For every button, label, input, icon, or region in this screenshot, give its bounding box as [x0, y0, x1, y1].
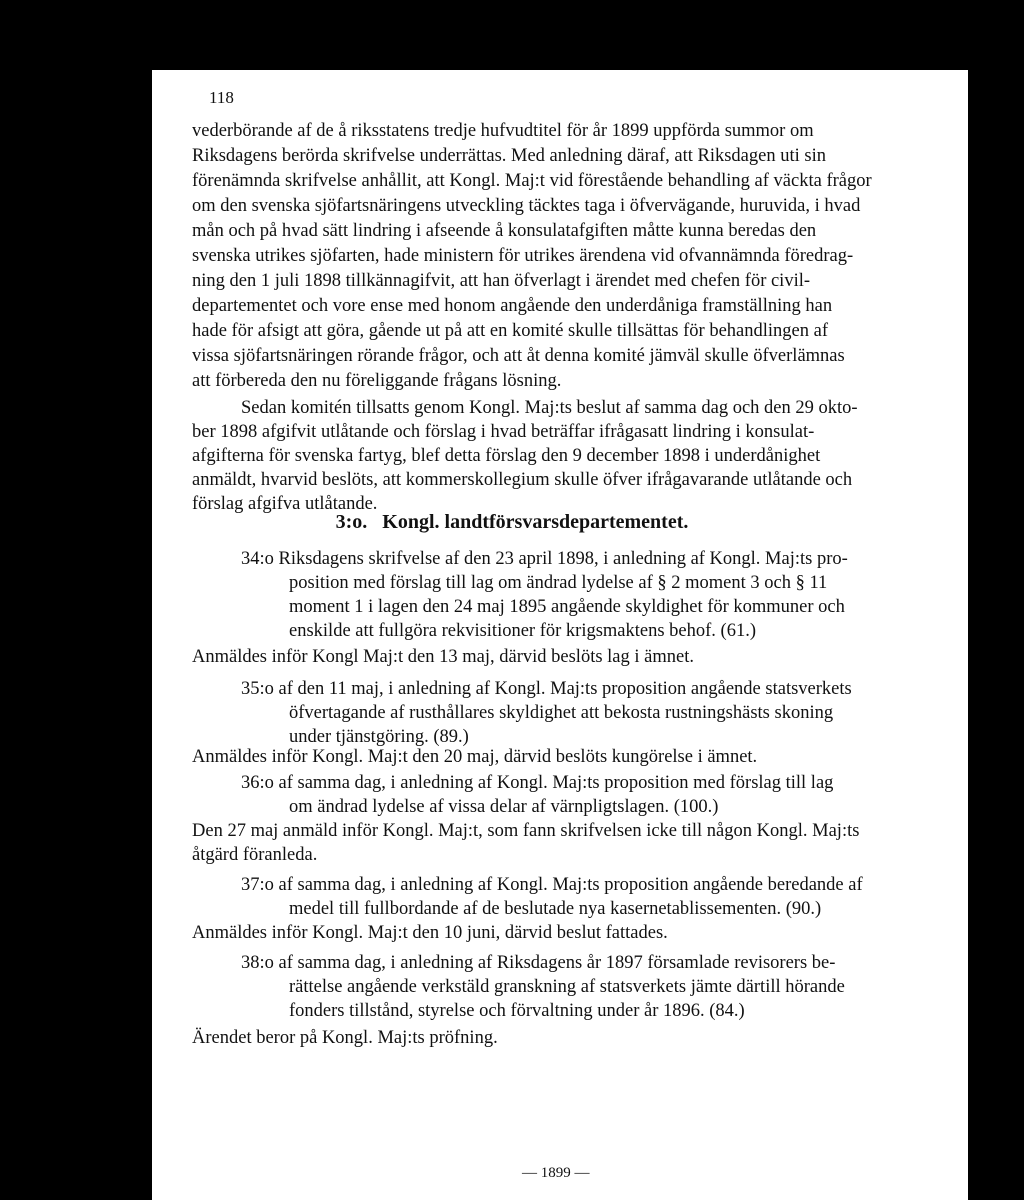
- entry-note: Anmäldes inför Kongl. Maj:t den 20 maj, därvid beslöts kungörelse i ämnet.: [192, 747, 758, 767]
- entry-note: Den 27 maj anmäld inför Kongl. Maj:t, som fann skrifvelsen icke till någon Kongl. Maj:ts: [192, 821, 860, 841]
- entry-line: 37:o af samma dag, i anledning af Kongl. Maj:ts proposition angående beredande af: [241, 875, 863, 895]
- entry-line: öfvertagande af rusthållares skyldighet att bekosta rustningshästs skoning: [289, 703, 834, 723]
- entry-note: Ärendet beror på Kongl. Maj:ts pröfning.: [192, 1028, 498, 1048]
- second-paragraph-line: ber 1898 afgifvit utlåtande och förslag i hvad beträffar ifrågasatt lindring i konsulat-: [192, 422, 815, 442]
- intro-line: förenämnda skrifvelse anhållit, att Kongl. Maj:t vid förestående behandling af väckta frågor: [192, 171, 872, 191]
- intro-line: svenska utrikes sjöfarten, hade ministern för utrikes ärendena vid ofvannämnda föredrag-: [192, 246, 854, 266]
- entry-line: under tjänstgöring. (89.): [289, 727, 469, 747]
- section-title: Kongl. landtförsvarsdepartementet.: [382, 511, 689, 533]
- entry-line: medel till fullbordande af de beslutade nya kasernetablissementen. (90.): [289, 899, 822, 919]
- entry-line: 34:o Riksdagens skrifvelse af den 23 april 1898, i anledning af Kongl. Maj:ts pro-: [241, 549, 848, 569]
- intro-line: att förbereda den nu föreliggande frågans lösning.: [192, 371, 562, 391]
- second-paragraph-line: förslag afgifva utlåtande.: [192, 494, 378, 514]
- intro-line: om den svenska sjöfartsnäringens utveckling täcktes taga i öfvervägande, huruvida, i hvad: [192, 196, 861, 216]
- entry-note: Anmäldes inför Kongl. Maj:t den 10 juni, därvid beslut fattades.: [192, 923, 668, 943]
- intro-line: departementet och vore ense med honom angående den underdåniga framställning han: [192, 296, 833, 316]
- entry-note: Anmäldes inför Kongl Maj:t den 13 maj, därvid beslöts lag i ämnet.: [192, 647, 694, 667]
- intro-line: hade för afsigt att göra, gående ut på att en komité skulle tillsättas för behandlingen af: [192, 321, 828, 341]
- intro-line: vissa sjöfartsnäringen rörande frågor, och att åt denna komité jämväl skulle öfverlämnas: [192, 346, 845, 366]
- entry-line: moment 1 i lagen den 24 maj 1895 angående skyldighet för kommuner och: [289, 597, 845, 617]
- intro-line: Riksdagens berörda skrifvelse underrättas. Med anledning däraf, att Riksdagen uti sin: [192, 146, 826, 166]
- entry-line: rättelse angående verkstäld granskning af statsverkets jämte därtill hörande: [289, 977, 845, 997]
- section-number: 3:o.: [335, 511, 368, 533]
- entry-line: 35:o af den 11 maj, i anledning af Kongl. Maj:ts proposition angående statsverkets: [241, 679, 852, 699]
- entry-line: 36:o af samma dag, i anledning af Kongl. Maj:ts proposition med förslag till lag: [241, 773, 834, 793]
- intro-line: ning den 1 juli 1898 tillkännagifvit, att han öfverlagt i ärendet med chefen för civil-: [192, 271, 811, 291]
- second-paragraph-line: Sedan komitén tillsatts genom Kongl. Maj:ts beslut af samma dag och den 29 okto-: [241, 398, 858, 418]
- intro-line: mån och på hvad sätt lindring i afseende å konsulatafgiften måtte kunna beredas den: [192, 221, 817, 241]
- entry-line: position med förslag till lag om ändrad lydelse af § 2 moment 3 och § 11: [289, 573, 828, 593]
- section-heading: [0, 511, 1024, 534]
- entry-note: åtgärd föranleda.: [192, 845, 318, 865]
- second-paragraph-line: anmäldt, hvarvid beslöts, att kommerskollegium skulle öfver ifrågavarande utlåtande och: [192, 470, 853, 490]
- entry-line: om ändrad lydelse af vissa delar af värnpligtslagen. (100.): [289, 797, 719, 817]
- page-number: 118: [209, 88, 234, 107]
- entry-line: enskilde att fullgöra rekvisitioner för krigsmaktens behof. (61.): [289, 621, 756, 641]
- entry-line: 38:o af samma dag, i anledning af Riksdagens år 1897 församlade revisorers be-: [241, 953, 836, 973]
- footer-year: — 1899 —: [522, 1165, 590, 1181]
- intro-line: vederbörande af de å riksstatens tredje hufvudtitel för år 1899 uppförda summor om: [192, 121, 814, 141]
- second-paragraph-line: afgifterna för svenska fartyg, blef detta förslag den 9 december 1898 i underdånighet: [192, 446, 821, 466]
- entry-line: fonders tillstånd, styrelse och förvaltning under år 1896. (84.): [289, 1001, 745, 1021]
